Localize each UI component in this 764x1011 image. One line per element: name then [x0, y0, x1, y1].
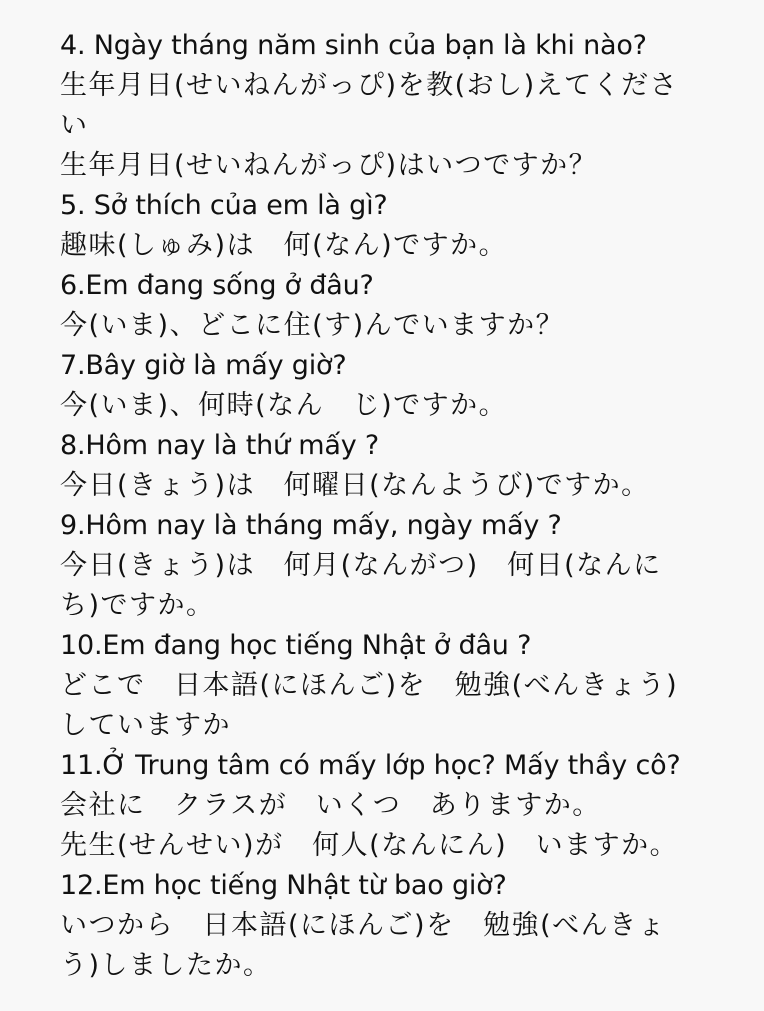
- question-8-vi: 8.Hôm nay là thứ mấy ?: [60, 430, 380, 461]
- question-9-vi: 9.Hôm nay là tháng mấy, ngày mấy ?: [60, 510, 562, 541]
- question-11-vi: 11.Ở Trung tâm có mấy lớp học? Mấy thầy cô?: [60, 750, 681, 781]
- qa-text-block: [60, 26, 720, 986]
- question-4-jp-line-2: い: [60, 110, 89, 141]
- question-9-jp-line-2: ち)ですか。: [60, 590, 215, 621]
- question-12-jp-line-2: う)しましたか。: [60, 950, 272, 981]
- question-12-jp-line-1: いつから 日本語(にほんご)を 勉強(べんきょ: [60, 910, 667, 941]
- question-10-jp-line-1: どこで 日本語(にほんご)を 勉強(べんきょう): [60, 670, 679, 701]
- question-4-jp-alt: 生年月日(せいねんがっぴ)はいつですか？: [60, 150, 598, 181]
- question-10-vi: 10.Em đang học tiếng Nhật ở đâu ?: [60, 630, 532, 661]
- question-5-vi: 5. Sở thích của em là gì?: [60, 190, 388, 221]
- question-4-jp-line-1: 生年月日(せいねんがっぴ)を教(おし)えてくださ: [60, 70, 679, 101]
- question-9-jp-line-1: 今日(きょう)は 何月(なんがつ) 何日(なんに: [60, 550, 662, 581]
- question-8-jp: 今日(きょう)は 何曜日(なんようび)ですか。: [60, 470, 650, 501]
- question-10-jp-line-2: していますか: [60, 710, 231, 741]
- question-12-vi: 12.Em học tiếng Nhật từ bao giờ?: [60, 870, 507, 901]
- question-6-vi: 6.Em đang sống ở đâu?: [60, 270, 374, 301]
- question-5-jp: 趣味(しゅみ)は 何(なん)ですか。: [60, 230, 508, 261]
- question-7-vi: 7.Bây giờ là mấy giờ?: [60, 350, 347, 381]
- question-7-jp: 今(いま)、何時(なん じ)ですか。: [60, 390, 508, 421]
- question-4-vi: 4. Ngày tháng năm sinh của bạn là khi nào?: [60, 30, 647, 61]
- question-11-jp-1: 会社に クラスが いくつ ありますか。: [60, 790, 601, 821]
- question-11-jp-2: 先生(せんせい)が 何人(なんにん) いますか。: [60, 830, 679, 861]
- question-6-jp: 今(いま)、どこに住(す)んでいますか？: [60, 310, 565, 341]
